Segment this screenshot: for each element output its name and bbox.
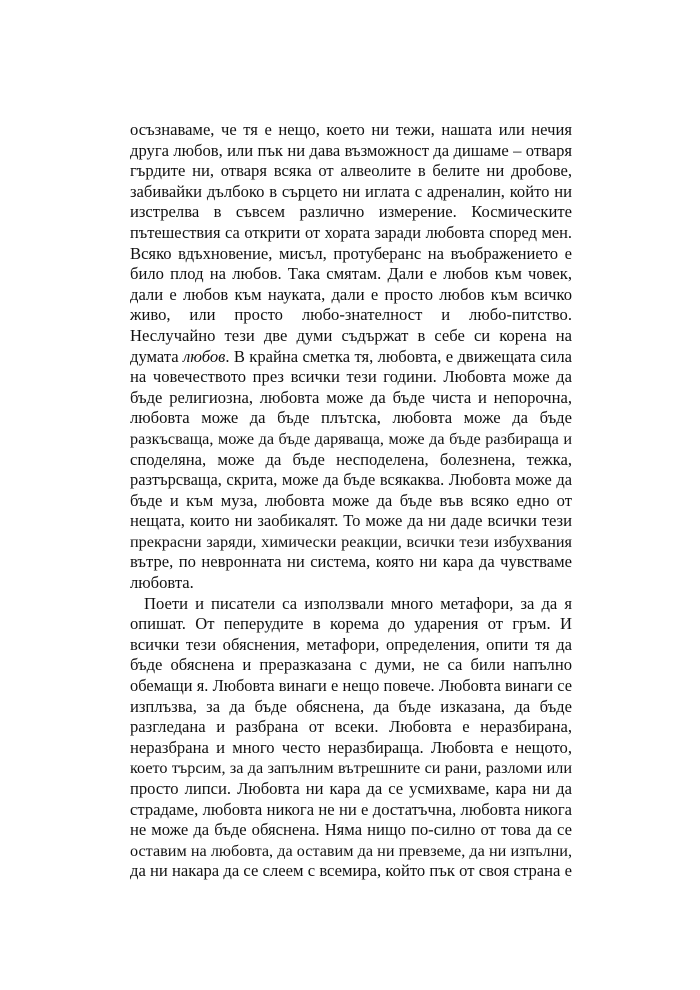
text-line: Всяко вдъхновение, мисъл, протуберанс на въображението е	[130, 243, 572, 263]
text-run: . В крайна сметка тя, любовта, е движещата сила	[225, 346, 573, 366]
text-line: вътре, по невронната ни система, която ни кара да чувстваме	[130, 552, 572, 572]
text-line: бъде обяснена и преразказана с думи, не са били напълно	[130, 655, 572, 675]
text-line: нещата, които ни заобикалят. То може да ни даде всички тези	[130, 511, 572, 531]
emphasized-word: любов	[183, 346, 226, 366]
text-line: да ни накара да се слеем с всемира, който пък от своя страна е	[130, 861, 572, 881]
text-line: не може да бъде обяснена. Няма нищо по-силно от това да се	[130, 820, 572, 840]
text-line: разкъсваща, може да бъде даряваща, може да бъде разбираща и	[130, 429, 572, 448]
text-line: разгледана и разбрана от всеки. Любовта е неразбирана,	[130, 717, 572, 737]
text-line: обемащи я. Любовта винаги е нещо повече. Любовта винаги се	[130, 676, 572, 696]
text-line: прекрасни заряди, химически реакции, всички тези избухвания	[130, 532, 572, 551]
text-line: любовта може да бъде плътска, любовта може да бъде	[130, 408, 572, 428]
text-run: думата	[130, 346, 184, 366]
text-line: страдаме, любовта никога не ни е достатъчна, любовта никога	[130, 799, 572, 819]
text-line: всички тези обяснения, метафори, определения, опити тя да	[130, 634, 572, 654]
body-text	[130, 120, 572, 882]
text-line: дали е любов към науката, дали е просто любов към всичко	[130, 284, 572, 304]
text-line: просто липси. Любовта ни кара да се усмихваме, кара ни да	[130, 779, 572, 798]
text-line: споделяна, може да бъде несподелена, болезнена, тежка,	[130, 449, 572, 469]
text-line: било плод на любов. Така смятам. Дали е любов към човек,	[130, 264, 572, 284]
text-line-with-emphasis	[130, 347, 572, 368]
text-line: гърдите ни, отваря всяка от алвеолите в белите ни дробове,	[130, 161, 572, 181]
paragraph-2	[130, 594, 572, 882]
text-line: изплъзва, за да бъде обяснена, да бъде изказана, да бъде	[130, 696, 572, 716]
paragraph-1	[130, 120, 572, 594]
text-line: опишат. От пеперудите в корема до ударения от гръм. И	[130, 614, 572, 634]
text-line: осъзнаваме, че тя е нещо, което ни тежи, нашата или нечия	[130, 120, 572, 139]
text-line: Поети и писатели са използвали много метафори, за да я	[144, 593, 572, 613]
text-line: друга любов, или пък ни дава възможност да дишаме – отваря	[130, 140, 572, 160]
text-line: Неслучайно тези две думи съдържат в себе си корена на	[130, 325, 572, 345]
text-line: любовта.	[130, 573, 194, 593]
text-line: което търсим, за да запълним вътрешните си рани, разломи или	[130, 759, 572, 778]
text-line: забивайки дълбоко в сърцето ни иглата с адреналин, който ни	[130, 181, 572, 201]
text-line: оставим на любовта, да оставим да ни превземе, да ни изпълни,	[130, 841, 572, 860]
text-line: на човечеството през всички тези години. Любовта може да	[130, 367, 572, 387]
text-line: живо, или просто любо-знателност и любо-питство.	[130, 305, 572, 325]
text-line: неразбрана и много често неразбираща. Любовта е нещото,	[130, 737, 572, 757]
text-line: пътешествия са открити от хората заради любовта според мен.	[130, 222, 572, 242]
text-line: бъде и към муза, любовта може да бъде във всяко едно от	[130, 490, 572, 510]
text-line: изстрелва в съвсем различно измерение. Космическите	[130, 202, 572, 222]
text-line: разтърсваща, скрита, може да бъде всякаква. Любовта може да	[130, 470, 572, 490]
text-line: бъде религиозна, любовта може да бъде чиста и непорочна,	[130, 387, 572, 407]
